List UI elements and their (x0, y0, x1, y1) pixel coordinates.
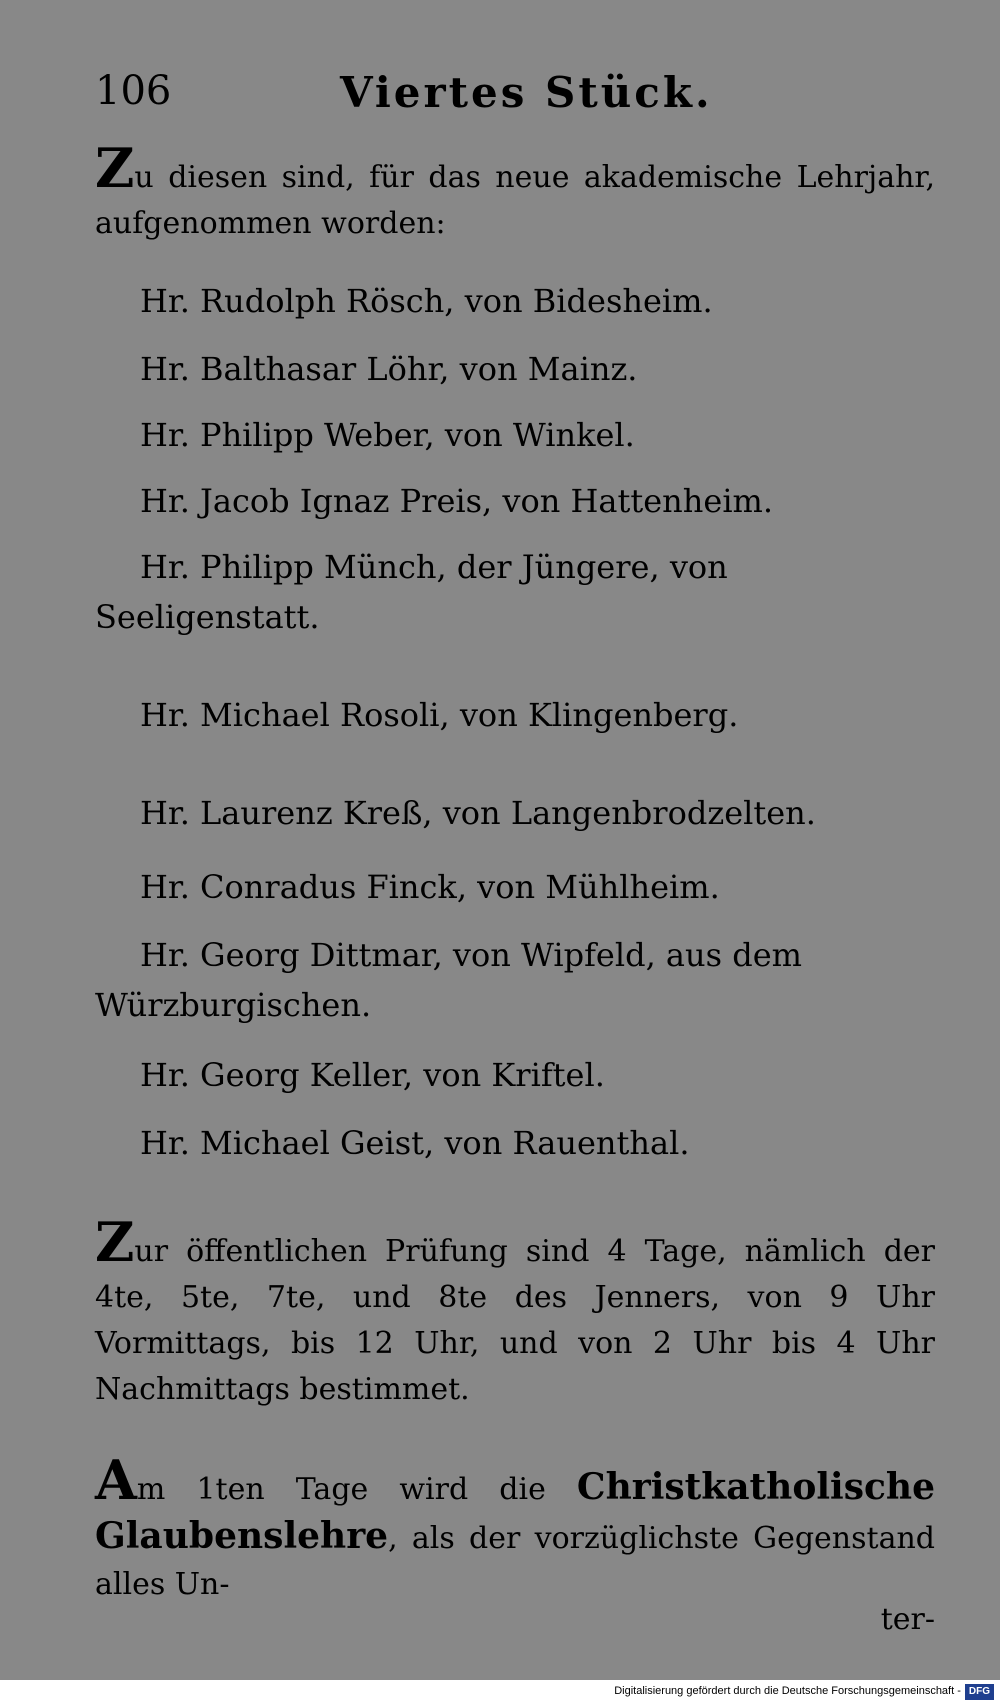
digitization-footer (0, 1680, 1000, 1702)
name-entry: Hr. Conradus Finck, von Mühlheim. (140, 868, 720, 906)
running-title: Viertes Stück. (340, 68, 713, 117)
exam-paragraph (95, 1210, 935, 1413)
first-day-bold-term: Christkatholische Glaubenslehre (95, 1466, 935, 1557)
name-entry: Hr. Philipp Weber, von Winkel. (140, 416, 635, 454)
intro-text: u diesen sind, für das neue akademische Lehrjahr, aufgenommen worden: (95, 160, 935, 241)
footer-text: Digitalisierung gefördert durch die Deutsche Forschungsgemeinschaft - (614, 1685, 961, 1697)
name-entry: Hr. Laurenz Kreß, von Langenbrodzelten. (140, 794, 816, 832)
name-entry: Hr. Georg Dittmar, von Wipfeld, aus dem Würzburgischen. (95, 936, 802, 1024)
name-entry: Hr. Balthasar Löhr, von Mainz. (140, 350, 638, 388)
page-header (95, 68, 935, 128)
name-entry: Hr. Jacob Ignaz Preis, von Hattenheim. (140, 482, 774, 520)
name-entry: Hr. Georg Keller, von Kriftel. (140, 1056, 605, 1094)
first-day-paragraph (95, 1448, 935, 1608)
dfg-logo: DFG (965, 1684, 994, 1700)
page-number: 106 (95, 68, 172, 114)
intro-paragraph (95, 136, 935, 247)
name-entry: Hr. Michael Rosoli, von Klingenberg. (140, 696, 739, 734)
exam-dropcap: Z (95, 1210, 135, 1274)
first-day-text-before: m 1ten Tage wird die (136, 1472, 577, 1507)
exam-text: ur öffentlichen Prüfung sind 4 Tage, nämlich der 4te, 5te, 7te, und 8te des Jenners, von 9 Uhr Vormittags, bis 12 Uhr, und von 2 Uhr bis 4 Uhr Nachmittags bestimmet. (95, 1234, 935, 1407)
intro-dropcap: Z (95, 136, 135, 200)
name-entry: Hr. Michael Geist, von Rauenthal. (140, 1124, 690, 1162)
name-entry: Hr. Rudolph Rösch, von Bidesheim. (140, 282, 713, 320)
first-day-dropcap: A (95, 1448, 137, 1512)
first-day-text-after: , als der vorzüglichste Gegenstand alles Un- (95, 1521, 935, 1602)
name-entry: Hr. Philipp Münch, der Jüngere, von Seeligenstatt. (95, 548, 728, 636)
catchword: ter- (880, 1602, 935, 1637)
